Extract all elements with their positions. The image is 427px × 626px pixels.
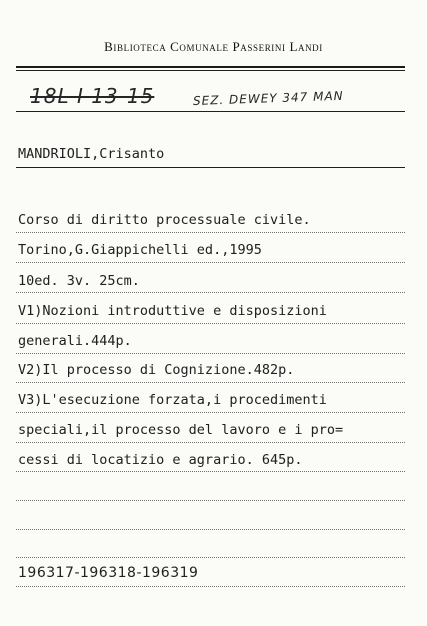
- shelfmark-rule: [16, 111, 405, 112]
- author-heading: MANDRIOLI,Crisanto: [18, 146, 165, 162]
- ruled-line: [16, 262, 405, 263]
- library-name: Biblioteca Comunale Passerini Landi: [104, 39, 323, 54]
- ruled-line: [16, 500, 405, 501]
- author-rule: [16, 167, 405, 168]
- ruled-line: [16, 586, 405, 587]
- shelfmark-new: SEZ. DEWEY 347 MAN: [192, 88, 344, 108]
- ruled-line: [16, 323, 405, 324]
- header-rule-top: [16, 66, 405, 68]
- shelfmark-struck: 18L I 13-15: [30, 84, 155, 108]
- ruled-line: [16, 382, 405, 383]
- ruled-line: [16, 471, 405, 472]
- volume-3-continuation: speciali,il processo del lavoro e i pro=: [18, 422, 344, 438]
- ruled-line: [16, 292, 405, 293]
- ruled-line: [16, 353, 405, 354]
- ruled-line: [16, 529, 405, 530]
- collation-line: 10ed. 3v. 25cm.: [18, 273, 140, 289]
- ruled-line: [16, 442, 405, 443]
- inventory-numbers: 196317-196318-196319: [18, 565, 199, 581]
- header-rule-bottom: [16, 70, 405, 71]
- ruled-line: [16, 557, 405, 558]
- ruled-line: [16, 412, 405, 413]
- volume-3-end: cessi di locatizio e agrario. 645p.: [18, 452, 303, 468]
- ruled-line: [16, 232, 405, 233]
- title-line: Corso di diritto processuale civile.: [18, 212, 311, 228]
- volume-1-continuation: generali.444p.: [18, 333, 132, 349]
- volume-1-line: V1)Nozioni introduttive e disposizioni: [18, 303, 327, 319]
- imprint-line: Torino,G.Giappichelli ed.,1995: [18, 242, 262, 258]
- volume-3-line: V3)L'esecuzione forzata,i procedimenti: [18, 392, 327, 408]
- volume-2-line: V2)Il processo di Cognizione.482p.: [18, 362, 295, 378]
